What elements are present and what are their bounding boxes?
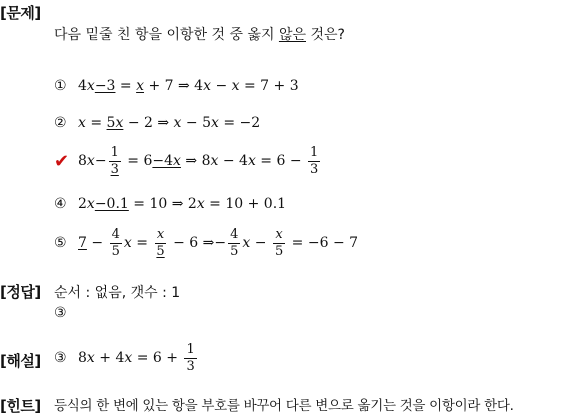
option-5[interactable]	[54, 228, 358, 258]
option-1-marker: ①	[54, 78, 67, 94]
option-2[interactable]	[54, 115, 260, 131]
question-before: 다음 밑줄 친 항을 이항한 것 중 옳지	[54, 27, 279, 43]
option-5-expression: 7 − $\frac{4}{5}$ x = $\frac{x}{5}$ − 6 ⇒− $\frac{4}{5}$ x − $\frac{x}{5}$ = −6 − 7	[78, 227, 359, 259]
explanation-label: [해설]	[0, 352, 41, 370]
explanation-expression: 8x + 4x = 6 + $\frac{1}{3}$	[78, 342, 195, 374]
question-after: 것은?	[306, 27, 345, 43]
option-3-expression: 8x− $\frac{1}{3}$ = 6−4x ⇒ 8x − 4x = 6 − $\frac{1}{3}$	[78, 145, 319, 177]
option-4-marker: ④	[54, 196, 67, 212]
frac-x-over-five-rhs: $\frac{x}{5}$	[274, 227, 284, 259]
question-underlined: 않은	[278, 27, 306, 43]
explanation-marker: ③	[54, 350, 67, 367]
frac-four-fifths: $\frac{4}{5}$	[111, 227, 120, 259]
option-2-expression: x = 5x − 2 ⇒ x − 5x = −2	[78, 115, 261, 131]
frac-one-third: $\frac{1}{3}$	[310, 145, 319, 177]
answer-label: [정답]	[0, 283, 41, 301]
question-text	[54, 24, 345, 44]
explanation-line	[54, 343, 199, 373]
frac-x-over-five: $\frac{x}{5}$	[156, 227, 165, 259]
frac-one-third-explanation: $\frac{1}{3}$	[186, 342, 195, 374]
frac-one-third-underlined: $\frac{1}{3}$	[110, 145, 119, 177]
check-mark-icon: ✔	[54, 150, 70, 172]
option-4[interactable]	[54, 196, 286, 212]
frac-four-fifths-rhs: $\frac{4}{5}$	[230, 227, 239, 259]
hint-text: 등식의 한 변에 있는 항을 부호를 바꾸어 다른 변으로 옮기는 것을 이항이라 한다.	[54, 398, 514, 414]
option-1[interactable]	[54, 78, 299, 94]
option-3[interactable]	[54, 146, 322, 176]
answer-value: ③	[54, 305, 67, 321]
option-1-expression: 4x−3 = x + 7 ⇒ 4x − x = 7 + 3	[78, 78, 299, 94]
answer-order-line: 순서 : 없음, 갯수 : 1	[54, 285, 181, 301]
option-2-marker: ②	[54, 115, 67, 131]
option-4-expression: 2x−0.1 = 10 ⇒ 2x = 10 + 0.1	[78, 196, 287, 212]
problem-label: [문제]	[0, 4, 41, 22]
hint-label: [힌트]	[0, 397, 41, 415]
option-5-marker: ⑤	[54, 235, 67, 252]
